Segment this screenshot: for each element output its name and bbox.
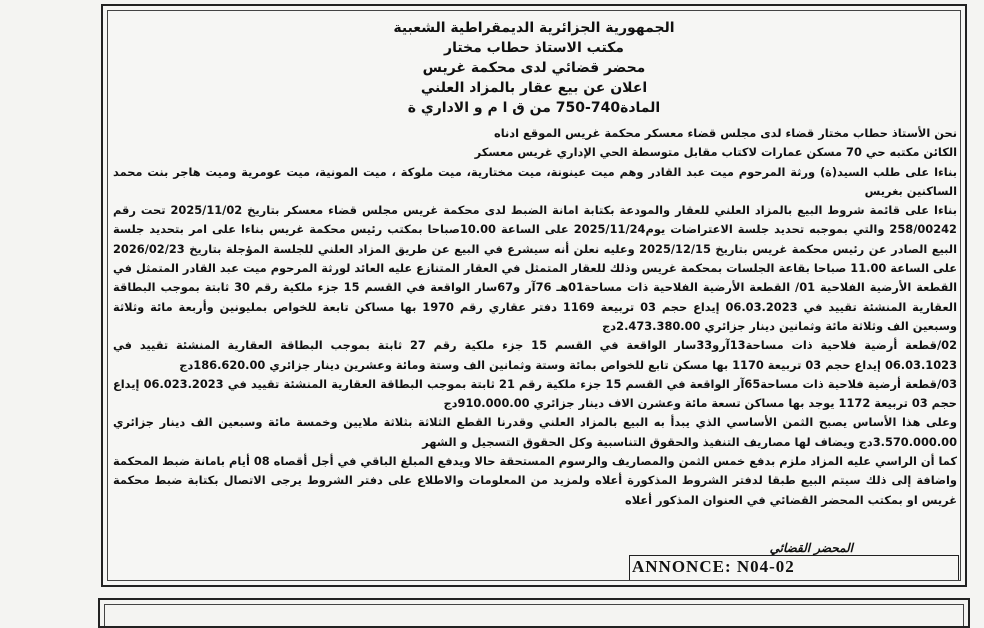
next-notice-inner-border — [104, 604, 964, 626]
body-paragraph: 02/قطعة أرضية فلاحية ذات مساحة13آرو33سار الواقعة في القسم 15 جزء ملكية رقم 27 ثابتة بموجب البطاقة العقارية المنشئة تقييد في 06.03.1023 إيداع حجم 03 تربيعة 1170 بها مسكن تابع للخواص بمائة وستة وثمانين الف وستة ومائة وعشرين دينار جزائري 186.620.00دج — [113, 338, 957, 372]
next-notice-frame — [98, 598, 970, 628]
header-announcement-title: اعلان عن بيع عقار بالمزاد العلني — [420, 80, 648, 96]
body-paragraph: 03/قطعة أرضية فلاحية ذات مساحة65آر الواقعة في القسم 15 جزء ملكية رقم 21 ثابتة بموجب البطاقة العقارية المنشئة تقييد في 06.023.2023 إيداع حجم 03 تربيعة 1172 يوجد بها مساكن تسعة مائة وعشرن الاف دينار جزائري 910.000.00دج — [113, 376, 957, 411]
signature-label: المحضر القضائي — [769, 541, 853, 555]
body-paragraph: بناءا على طلب السيد(ة) ورثة المرحوم ميت عبد القادر وهم ميت عينونة، ميت مختارية، ميت ملوكة ، ميت المونية، ميت عومرية وميت هاجر بنت محمد الساكنين بغريس — [113, 164, 957, 198]
header-bailiff: محضر قضائي لدى محكمة غريس — [422, 60, 646, 76]
body-paragraph: كما أن الراسي عليه المزاد ملزم بدفع خمس الثمن والمصاريف والرسوم المستحقة حالا ويدفع المبلغ الباقي في أجل أقصاه 08 أيام بامانة ضبط المحكمة واضافة إلى ذلك سيتم البيع طبقا لدفتر الشروط المذكورة أعلاه ولمزيد من المعلومات والاطلاع على دفتر الشروط يرجى الاتصال بكتابة ضبط محكمة غريس او بمكتب المحضر القضائي في العنوان المذكور أعلاه — [113, 454, 957, 507]
body-paragraph: الكائن مكتبه حي 70 مسكن عمارات لاكتاب مقابل متوسطة الحي الإداري غريس معسكر — [474, 145, 957, 160]
notice-frame — [101, 4, 967, 587]
header-republic: الجمهورية الجزائرية الديمقراطية الشعبية — [393, 20, 675, 36]
notice-header — [103, 18, 965, 118]
body-paragraph: نحن الأستاذ حطاب مختار قضاء لدى مجلس قضاء معسكر محكمة غريس الموقع ادناه — [493, 126, 957, 140]
header-office: مكتب الاستاذ حطاب مختار — [444, 40, 624, 56]
body-paragraph: بناءا على قائمة شروط البيع بالمزاد العلني للعقار والمودعة بكتابة امانة الضبط لدى محكمة غريس مجلس قضاء معسكر بتاريخ 2025/11/02 تحت رقم 258/00242 والتي بموجبه تحديد جلسة الاعتراضات يوم2025/11/24 على الساعة 10.00صباحا بمكتب رئيس محكمة غريس بناءا على امر بتحديد جلسة البيع الصادر عن رئيس محكمة غريس بتاريخ 2025/12/15 وعليه نعلن أنه سيشرع في البيع عن طريق المزاد العلني للجلسة المؤجلة بتاريخ 2026/02/23 على الساعة 11.00 صباحا بقاعة الجلسات بمحكمة غريس وذلك للعقار المتمثل في العقار المتنازع عليه العائد لورثة المرحوم ميت عبد القادر المتمثل في القطعة الأرضية الفلاحية 01/ القطعة الأرضية الفلاحية ذات مساحة01هـ 76آر و67سار الواقعة في القسم 15 جزء ملكية رقم 30 ثابتة بموجب البطاقة العقارية المنشئة تقييد في 06.03.2023 إيداع حجم 03 تربيعة 1169 دفتر عقاري رقم 1970 بها مساكن تابعة للخواص بمليونين وأربعة مائة وثلاثة وسبعين الف وثلاثة مائة وثمانين دينار جزائري 2.473.380.00دج — [113, 203, 958, 333]
header-article: المادة740-750 من ق ا م و الاداري ة — [407, 100, 661, 116]
notice-body — [113, 124, 957, 510]
body-paragraph: وعلى هذا الأساس يصبح الثمن الأساسي الذي يبدأ به البيع بالمزاد العلني وقدرنا القطع الثلاثة بثلاثة ملايين وخمسة مائة وسبعين الف دينار جزائري 3.570.000.00دج ويضاف لها مصاريف التنفيذ والحقوق التناسبية وكل الحقوق التسجيل و الشهر — [113, 415, 957, 449]
annonce-number: ANNONCE: N04-02 — [629, 555, 959, 580]
